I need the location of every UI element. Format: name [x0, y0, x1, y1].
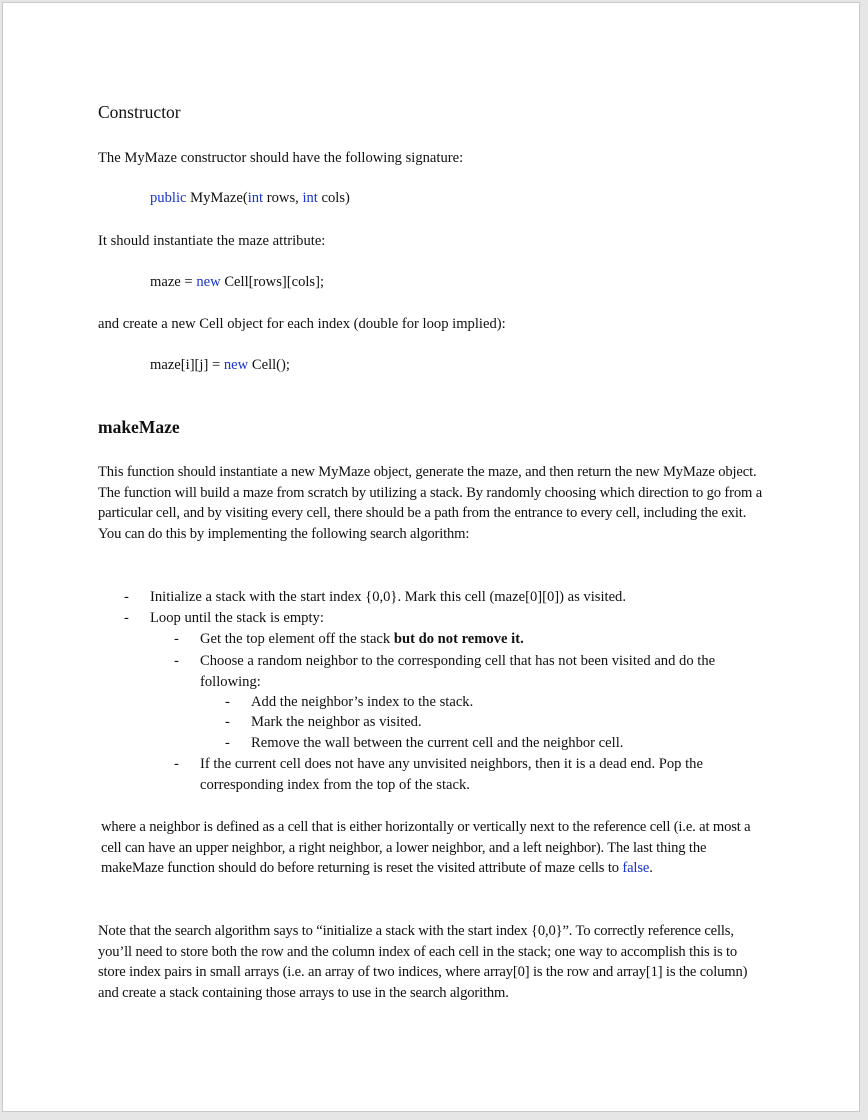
keyword-false: false — [622, 860, 650, 877]
step-get-top-bold: but do not remove it. — [393, 631, 524, 647]
makemaze-description: This function should instantiate a new MyMaze object, generate the maze, and then return the new MyMaze object. The function will build a maze from scratch by utilizing a stack. By randomly choosing which direction to go from a particular cell, and by visiting every cell, there should be a path from the entrance to every cell, including the exit. You can do this by implementing the following search algorithm: — [98, 464, 763, 542]
neighbor-definition-text: where a neighbor is defined as a cell that is either horizontally or vertically next to the reference cell (i.e. at most a cell can have an upper neighbor, a right neighbor, a lower neighbor, and a left neighbor). The last thing the makeMaze function should do before returning is reset the visited attribute of maze cells to — [101, 819, 751, 877]
maze-code-pre: maze = — [150, 274, 193, 290]
neighbor-definition-end: . — [649, 860, 653, 877]
keyword-int: int — [247, 190, 264, 206]
constructor-intro: The MyMaze constructor should have the following signature: — [98, 150, 464, 166]
bullet-dash: - — [174, 756, 179, 772]
cell-code — [150, 355, 290, 376]
list-item — [225, 692, 764, 713]
step-choose: Choose a random neighbor to the corresponding cell that has not been visited and do the following: — [200, 653, 716, 690]
step-add: Add the neighbor’s index to the stack. — [251, 694, 474, 710]
section-heading-constructor: Constructor — [98, 102, 181, 122]
section-heading-makemaze: makeMaze — [98, 417, 180, 437]
step-get-top: Get the top element off the stack — [200, 631, 391, 647]
document-page — [2, 2, 860, 1112]
bullet-dash: - — [124, 589, 129, 605]
instantiate-text: It should instantiate the maze attribute: — [98, 233, 326, 249]
constructor-signature — [150, 188, 350, 209]
maze-code-post: Cell[rows][cols]; — [224, 274, 325, 290]
cell-code-pre: maze[i][j] = — [150, 357, 221, 373]
bullet-dash: - — [225, 714, 230, 730]
step-loop: Loop until the stack is empty: — [150, 610, 324, 626]
list-item — [174, 651, 764, 692]
keyword-public: public — [150, 190, 187, 206]
keyword-int: int — [302, 190, 318, 206]
bullet-dash: - — [124, 610, 129, 626]
list-item — [225, 712, 764, 733]
list-item — [174, 754, 764, 795]
step-remove: Remove the wall between the current cell and the neighbor cell. — [251, 735, 624, 751]
step-mark: Mark the neighbor as visited. — [251, 714, 422, 730]
bullet-dash: - — [225, 694, 230, 710]
cell-code-post: Cell(); — [251, 357, 290, 373]
sig-cols: cols) — [321, 190, 350, 206]
list-item — [124, 608, 764, 629]
list-item — [124, 587, 764, 608]
keyword-new: new — [196, 274, 221, 290]
bullet-dash: - — [174, 631, 179, 647]
sig-name: MyMaze( — [190, 190, 248, 206]
bullet-dash: - — [225, 735, 230, 751]
bullet-dash: - — [174, 653, 179, 669]
sig-rows: rows, — [266, 190, 299, 206]
note-paragraph: Note that the search algorithm says to “initialize a stack with the start index {0,0}”. To correctly reference cells, you’ll need to store both the row and the column index of each cell in the stack; one way to accomplish this is to store index pairs in small arrays (i.e. an array of two indices, where array[0] is the row and array[1] is the column) and create a stack containing those arrays to use in the search algorithm. — [98, 923, 748, 1001]
neighbor-definition — [101, 817, 767, 879]
keyword-new: new — [223, 357, 249, 373]
step-init: Initialize a stack with the start index {0,0}. Mark this cell (maze[0][0]) as visited. — [150, 589, 626, 605]
list-item — [174, 629, 764, 650]
create-text: and create a new Cell object for each index (double for loop implied): — [98, 316, 506, 332]
step-dead-end: If the current cell does not have any unvisited neighbors, then it is a dead end. Pop the corresponding index from the top of the stack. — [200, 756, 703, 793]
maze-code — [150, 272, 324, 293]
list-item — [225, 733, 764, 754]
